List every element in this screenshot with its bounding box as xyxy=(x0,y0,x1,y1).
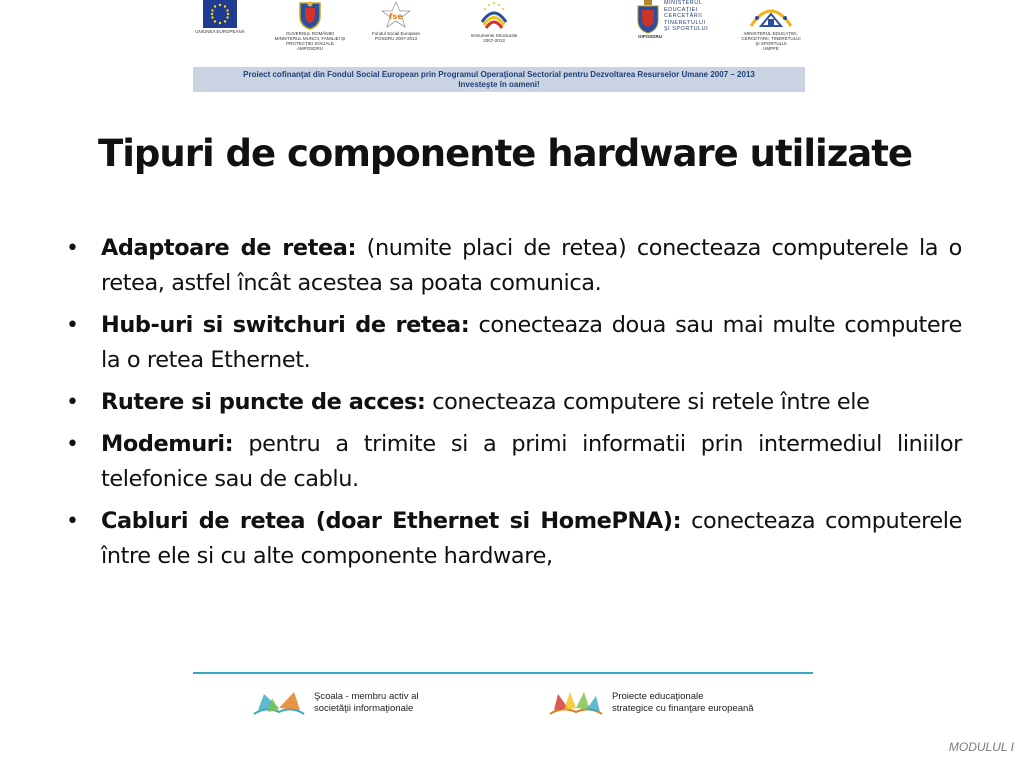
bullet-term: Modemuri: xyxy=(101,431,234,457)
open-book-icon xyxy=(250,688,308,718)
bullet-dot-icon: • xyxy=(66,509,79,534)
footer-logo-scoala xyxy=(250,688,419,718)
eu-flag-icon xyxy=(203,0,237,28)
bullet-term: Adaptoare de retea: xyxy=(101,235,357,261)
banner-line-1: Proiect cofinanţat din Fondul Social European prin Programul Operaţional Sectorial pentru Dezvoltarea Resurselor Umane 2007 – 2013 xyxy=(243,70,755,79)
romania-coat-of-arms-logo xyxy=(270,0,350,51)
colorful-book-icon xyxy=(546,688,606,718)
eu-caption: UNIUNEA EUROPEANĂ xyxy=(195,29,245,34)
instrumente-structurale-logo xyxy=(460,0,528,43)
coat-of-arms-icon xyxy=(297,0,323,30)
bullet-text: (numite placi de retea) conecteaza computerele la o retea, astfel încât acestea sa poata comunica. xyxy=(101,235,962,296)
oiposdru-caption: OIPOSDRU xyxy=(638,34,663,39)
footer-logo1-line2: societăţii informaţionale xyxy=(314,703,414,714)
bullet-item xyxy=(66,427,962,497)
bullet-dot-icon: • xyxy=(66,313,79,338)
bullet-item xyxy=(66,504,962,574)
footer-divider xyxy=(193,672,813,674)
fse-star-icon xyxy=(379,0,413,30)
crest-icon xyxy=(636,0,660,34)
footer-logo-proiecte xyxy=(546,688,754,718)
fse-logo xyxy=(368,0,424,41)
bullet-dot-icon: • xyxy=(66,236,79,261)
bullet-term: Cabluri de retea (doar Ethernet si HomePNA): xyxy=(101,508,682,534)
ministerul-educatiei-crest-logo xyxy=(636,0,718,39)
ministerul-side-text: MINISTERUL EDUCAŢIEI CERCETĂRII TINERETULUI ŞI SPORTULUI xyxy=(664,0,709,32)
umpfe-logo xyxy=(732,0,810,51)
slide-title: Tipuri de componente hardware utilizate xyxy=(97,132,913,175)
svg-text:fse: fse xyxy=(389,12,403,21)
bullet-text: conecteaza computere si retele între ele xyxy=(425,389,870,415)
bullet-term: Hub-uri si switchuri de retea: xyxy=(101,312,470,338)
banner-line-2: Investeşte în oameni! xyxy=(458,80,540,89)
bullet-text: pentru a trimite si a primi informatii prin intermediul liniilor telefonice sau de cablu. xyxy=(101,431,962,492)
eu-flag-logo xyxy=(190,0,250,34)
fse-caption: Fondul Social European POSDRU 2007-2013 xyxy=(371,31,421,41)
bullet-dot-icon: • xyxy=(66,432,79,457)
sponsor-logos-bar xyxy=(190,0,810,66)
footer-logo2-line1: Proiecte educaţionale xyxy=(612,691,704,702)
bullet-item xyxy=(66,385,962,420)
guvernul-caption: GUVERNUL ROMÂNIEI MINISTERUL MUNCII, FAMILIEI ŞI PROTECŢIEI SOCIALE AMPOSDRU xyxy=(274,31,346,51)
bullet-text: conecteaza computerele între ele si cu alte componente hardware, xyxy=(101,508,962,569)
bullet-item xyxy=(66,308,962,378)
footer-logo1-line1: Şcoala - membru activ al xyxy=(314,691,419,702)
instrumente-caption: Instrumente Structurale 2007-2013 xyxy=(470,33,518,43)
bullet-dot-icon: • xyxy=(66,390,79,415)
umpfe-caption: MINISTERUL EDUCAŢIEI, CERCETĂRII, TINERETULUI ŞI SPORTULUI UMPFE xyxy=(741,31,801,51)
structural-instruments-icon xyxy=(476,0,512,32)
bullet-item xyxy=(66,231,962,301)
module-label: MODULUL I xyxy=(948,740,1014,754)
footer-logo2-line2: strategice cu finanţare europeană xyxy=(612,703,754,714)
bullet-term: Rutere si puncte de acces: xyxy=(101,389,426,415)
bullet-list xyxy=(66,231,962,581)
cofinancing-banner xyxy=(193,67,805,92)
umpfe-house-icon xyxy=(741,0,801,30)
bullet-text: conecteaza doua sau mai multe computere la o retea Ethernet. xyxy=(101,312,962,373)
